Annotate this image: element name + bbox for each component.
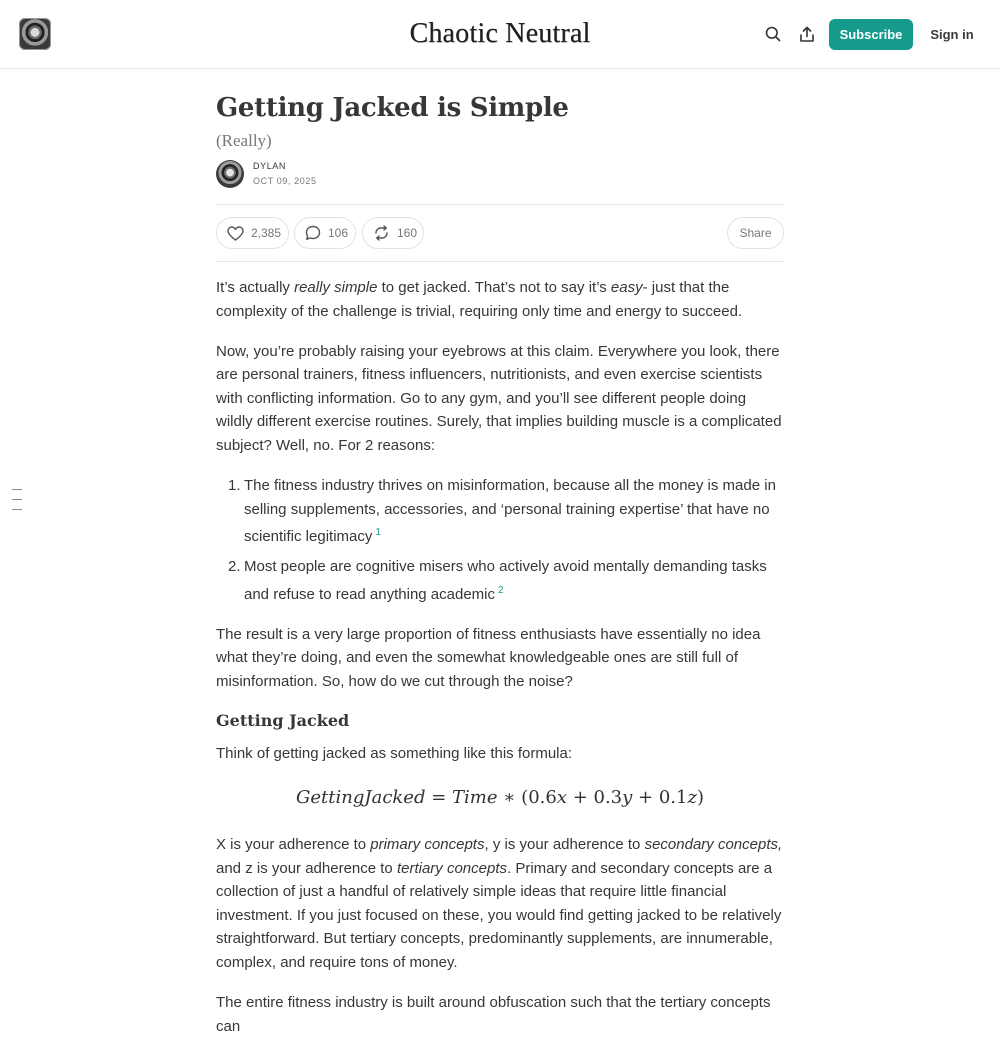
- site-title[interactable]: Chaotic Neutral: [409, 18, 591, 49]
- top-navigation-bar: [0, 0, 1000, 69]
- post-body: [216, 276, 784, 1038]
- list-number: 1.: [228, 477, 241, 495]
- restack-icon: [373, 225, 390, 241]
- share-button[interactable]: Share: [727, 217, 784, 249]
- footnote-link[interactable]: 2: [498, 584, 504, 596]
- article: [216, 88, 784, 1055]
- paragraph-intro: [216, 276, 784, 323]
- publication-logo[interactable]: [19, 18, 51, 50]
- formula-term: GettingJacked: [296, 786, 426, 808]
- author-avatar[interactable]: [216, 160, 244, 188]
- heart-icon: [227, 226, 244, 241]
- paragraph-concepts: [216, 833, 784, 975]
- text-run: , y is your adherence to: [484, 836, 645, 854]
- share-upload-icon[interactable]: [797, 24, 817, 44]
- text-run: X is your adherence to: [216, 836, 371, 854]
- text-run: to get jacked. That’s not to say it’s: [377, 279, 611, 296]
- text-run: It’s actually: [216, 279, 295, 296]
- list-item: [228, 474, 784, 549]
- toc-line: [12, 509, 22, 510]
- post-actions-bar: [216, 204, 784, 262]
- post-subtitle: (Really): [216, 131, 272, 150]
- table-of-contents-toggle[interactable]: [12, 489, 22, 519]
- formula-operator: =: [425, 786, 453, 808]
- like-button[interactable]: [216, 217, 289, 249]
- comment-count: 106: [328, 226, 349, 240]
- restack-button[interactable]: [362, 217, 424, 249]
- comment-button[interactable]: [294, 217, 356, 249]
- subscribe-button[interactable]: Subscribe: [829, 19, 913, 50]
- footnote-link[interactable]: 1: [375, 527, 381, 539]
- sign-in-button[interactable]: Sign in: [930, 27, 974, 42]
- post-title: Getting Jacked is Simple: [216, 93, 569, 123]
- author-name[interactable]: DYLAN: [253, 161, 287, 171]
- toc-line: [12, 489, 22, 490]
- paragraph-industry: The entire fitness industry is built around obfuscation such that the tertiary concepts can: [216, 994, 771, 1035]
- reasons-list: [228, 474, 784, 606]
- paragraph-claim: Now, you’re probably raising your eyebrows at this claim. Everywhere you look, there are personal trainers, fitness influencers, nutritionists, and even exercise scientists with conflicting information. Go to any gym, and you’ll see different people doing wildly different exercise routines. Surely, that implies building muscle is a complicated subject? Well, no. For 2 reasons:: [216, 342, 782, 455]
- emphasis-text: really simple: [294, 279, 378, 296]
- formula-variable: x: [556, 786, 567, 808]
- formula-operator: ): [696, 786, 704, 808]
- list-number: 2.: [228, 557, 241, 575]
- byline: [216, 160, 784, 204]
- formula-variable: y: [622, 786, 633, 808]
- comment-icon: [305, 225, 321, 241]
- formula-variable: z: [687, 786, 697, 808]
- text-run: - just that the complexity of the challenge is trivial, requiring only time and energy to succeed.: [216, 279, 743, 320]
- text-run: . Primary and secondary concepts are a collection of just a handful of relatively simple ideas that require little financial investment. If you just focused on these, you would find getting jacked to be relatively straightforward. But tertiary concepts, predominantly supplements, are innumerable, complex, and require tons of money.: [216, 859, 782, 972]
- toc-line: [12, 499, 22, 500]
- formula-term: Time: [452, 786, 498, 808]
- section-heading: Getting Jacked: [216, 710, 350, 730]
- search-icon[interactable]: [763, 24, 783, 44]
- formula-operator: + 0.3: [566, 786, 623, 808]
- emphasis-text: primary concepts: [370, 836, 485, 854]
- emphasis-text: easy: [610, 279, 643, 296]
- list-item-text: Most people are cognitive misers who actively avoid mentally demanding tasks and refuse to read anything academic: [244, 557, 767, 603]
- restack-count: 160: [397, 226, 418, 240]
- list-item-text: The fitness industry thrives on misinformation, because all the money is made in selling supplements, accessories, and ‘personal training expertise’ that have no scientific legitimacy: [244, 477, 776, 546]
- formula-operator: ∗ (0.6: [497, 786, 557, 808]
- formula-operator: + 0.1: [632, 786, 688, 808]
- text-run: and z is your adherence to: [216, 859, 397, 877]
- list-item: [228, 555, 784, 606]
- paragraph-formula-intro: Think of getting jacked as something like this formula:: [216, 744, 573, 762]
- like-count: 2,385: [251, 226, 282, 240]
- post-date: OCT 09, 2025: [253, 176, 317, 186]
- paragraph-result: The result is a very large proportion of fitness enthusiasts have essentially no idea what they’re doing, and even the somewhat knowledgeable ones are still full of misinformation. So, how do we cut through the noise?: [216, 625, 761, 690]
- emphasis-text: tertiary concepts: [396, 859, 507, 877]
- emphasis-text: secondary concepts,: [644, 836, 783, 854]
- math-formula: [216, 786, 784, 810]
